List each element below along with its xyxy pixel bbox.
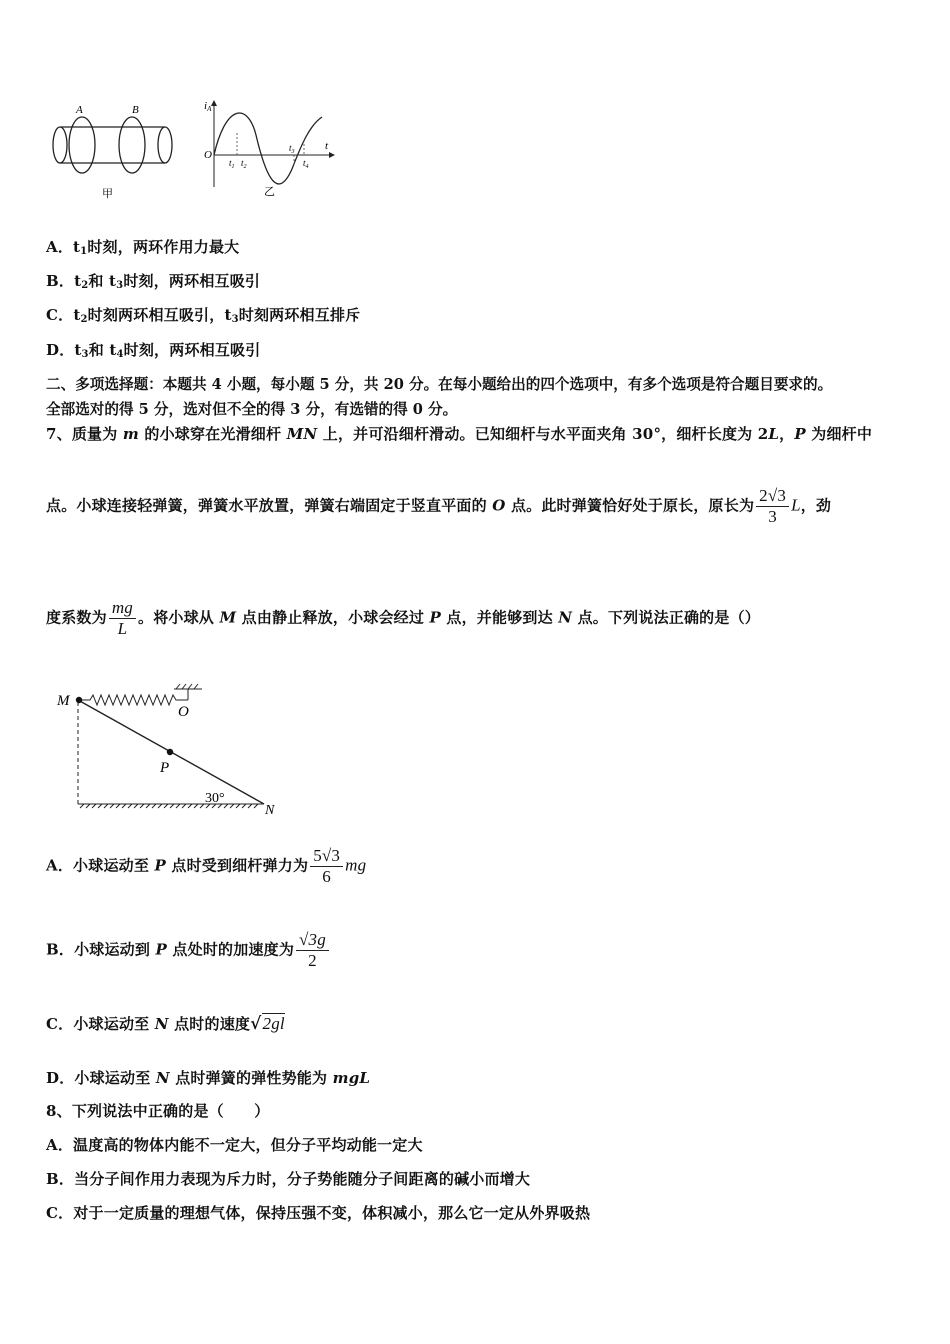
spring bbox=[79, 695, 188, 705]
q7-stem-line2: 点。小球连接轻弹簧，弹簧水平放置，弹簧右端固定于竖直平面的 O 点。此时弹簧恰好处于原长，原长为 $\frac{2√3}{3}$ L，劲 bbox=[46, 486, 832, 526]
q6-option-a: A．$t_1$时刻，两环作用力最大 bbox=[46, 238, 240, 257]
point-p bbox=[167, 749, 173, 755]
q8-stem: 8、下列说法中正确的是（ ） bbox=[46, 1102, 270, 1120]
rings-current-figure bbox=[40, 95, 350, 210]
q6-option-d: D．$t_3$和 $t_4$时刻，两环相互吸引 bbox=[46, 341, 261, 360]
incline-rod-figure bbox=[52, 682, 292, 822]
t2-label: $t_2$ bbox=[241, 158, 247, 170]
t3-label: $t_3$ bbox=[289, 143, 295, 155]
section2-heading-line1: 二、多项选择题：本题共 4 小题，每小题 5 分，共 20 分。在每小题给出的四个选项中，有多个选项是符合题目要求的。 bbox=[46, 376, 833, 393]
label-p: P bbox=[160, 760, 170, 776]
q6-option-b: B．$t_2$和 $t_3$时刻，两环相互吸引 bbox=[46, 272, 261, 291]
natural-length-fraction: $\frac{2√3}{3}$ bbox=[756, 486, 789, 527]
q7-option-a: A．小球运动至 P 点时受到细杆弹力为 $\frac{5√3}{6}$ mg bbox=[46, 846, 367, 886]
q7-stem-line1: 7、质量为 m 的小球穿在光滑细杆 MN 上，并可沿细杆滑动。已知细杆与水平面夹角 30°，细杆长度为 2L，P 为细杆中 bbox=[46, 425, 873, 443]
ball-at-m bbox=[76, 697, 82, 703]
q7-option-c: C．小球运动至 N 点时的速度√2gl bbox=[46, 1014, 285, 1034]
q8-option-b: B．当分子间作用力表现为斥力时，分子势能随分子间距离的碱小而增大 bbox=[46, 1170, 531, 1188]
section2-heading-line2: 全部选对的得 5 分，选对但不全的得 3 分，有选错的得 0 分。 bbox=[46, 401, 458, 418]
t1-label: $t_1$ bbox=[229, 158, 235, 170]
origin-label: O bbox=[204, 149, 212, 161]
caption-jia: 甲 bbox=[102, 188, 113, 200]
ground bbox=[78, 804, 264, 808]
q8-option-c: C．对于一定质量的理想气体，保持压强不变，体积减小，那么它一定从外界吸热 bbox=[46, 1204, 591, 1222]
ring-a bbox=[69, 117, 95, 173]
current-graph bbox=[211, 100, 335, 187]
label-m: M bbox=[57, 693, 70, 709]
label-angle: 30° bbox=[205, 791, 225, 806]
q7-option-d: D．小球运动至 N 点时弹簧的弹性势能为 mgL bbox=[46, 1069, 371, 1087]
wall-support bbox=[174, 684, 202, 700]
spring-constant-fraction: $\frac{mg}{L}$ bbox=[109, 598, 136, 639]
q7-option-b: B．小球运动到 P 点处时的加速度为 $\frac{√3g}{2}$ bbox=[46, 930, 331, 971]
q7-stem-line3: 度系数为 $\frac{mg}{L}$ 。将小球从 M 点由静止释放，小球会经过 P 点，并能够到达 N 点。下列说法正确的是（） bbox=[46, 598, 760, 638]
ring-b bbox=[119, 117, 145, 173]
label-o: O bbox=[178, 704, 189, 720]
label-n: N bbox=[265, 803, 275, 818]
t4-label: $t_4$ bbox=[303, 158, 309, 170]
ring-b-label: B bbox=[132, 104, 139, 116]
q8-option-a: A．温度高的物体内能不一定大，但分子平均动能一定大 bbox=[46, 1136, 423, 1154]
ring-a-label: A bbox=[76, 104, 83, 116]
caption-yi: 乙 bbox=[264, 186, 275, 198]
axis-y-label: iA bbox=[204, 100, 212, 113]
q6-option-c: C．$t_2$时刻两环相互吸引，$t_3$时刻两环相互排斥 bbox=[46, 306, 361, 325]
axis-x-label: t bbox=[325, 140, 329, 152]
